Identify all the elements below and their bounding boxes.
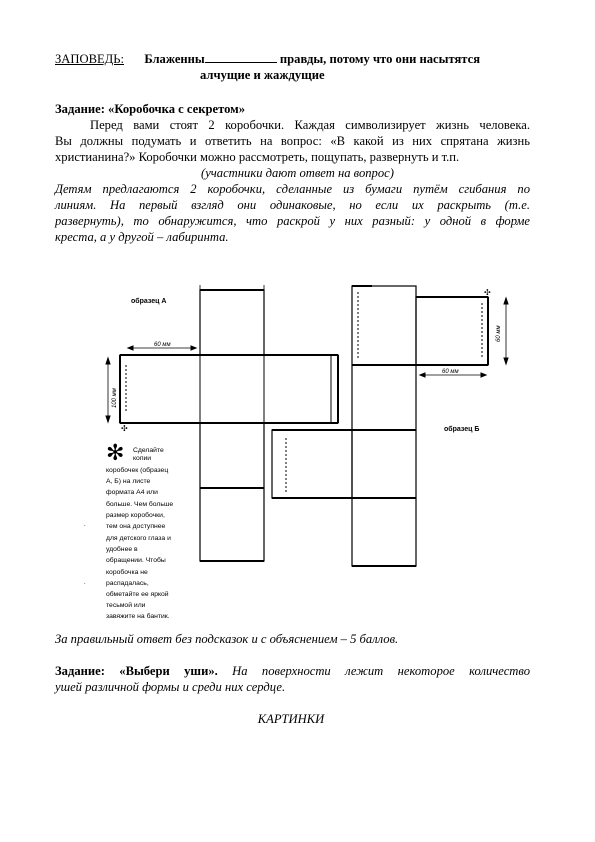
svg-text:для детского глаза и: для детского глаза и [106, 535, 171, 542]
margin-dot: . [84, 580, 86, 586]
svg-text:завяжите на бантик.: завяжите на бантик. [106, 613, 170, 620]
flower-icon: ✻ [106, 440, 125, 465]
task1-title: Задание: «Коробочка с секретом» [55, 102, 246, 116]
task1-note-text: (участники дают ответ на вопрос) [201, 166, 394, 180]
net-a [120, 285, 338, 561]
sample-a-label: образец А [131, 298, 167, 305]
dimension-60-b-v-label: 60 мм [496, 325, 502, 342]
dimension-100-a-label: 100 мм [112, 388, 118, 408]
task2-title: Задание: «Выбери уши». [55, 664, 218, 678]
svg-text:А, Б) на листе: А, Б) на листе [106, 478, 151, 485]
task2-line2: ушей различной формы и среди них сердце. [55, 680, 286, 694]
task1-p1-line3: христианина?» Коробочки можно рассмотреть, пощупать, развернуть и т.п. [55, 150, 460, 164]
commandment-label: ЗАПОВЕДЬ: [55, 52, 125, 66]
task1-p2-line1: Детям предлагаются 2 коробочки, сделанные из бумаги путём сгибания по [55, 182, 530, 196]
dimension-60-b-v [504, 298, 508, 364]
svg-text:больше. Чем больше: больше. Чем больше [106, 501, 174, 508]
task2-line1 [55, 663, 530, 680]
sample-b-label: образец Б [444, 426, 480, 433]
svg-text:коробочек (образец: коробочек (образец [106, 467, 169, 474]
margin-dot: . [84, 522, 86, 528]
svg-text:тем она доступнее: тем она доступнее [106, 523, 166, 530]
dimension-60-b-h-label: 60 мм [442, 369, 459, 375]
svg-text:тесьмой или: тесьмой или [106, 602, 146, 609]
corner-mark-b: ✣ [484, 288, 491, 297]
commandment-line-2: алчущие и жаждущие [200, 68, 325, 82]
svg-text:размер коробочки,: размер коробочки, [106, 512, 165, 519]
svg-text:удобнее в: удобнее в [106, 546, 138, 553]
score-text: За правильный ответ без подсказок и с объяснением – 5 баллов. [55, 632, 399, 646]
pictures-label: КАРТИНКИ [257, 712, 325, 726]
commandment-text-end: правды, потому что они насытятся [279, 52, 481, 66]
svg-text:коробочка не: коробочка не [106, 569, 148, 576]
dimension-100-a [106, 358, 110, 422]
svg-text:формата А4 или: формата А4 или [106, 489, 158, 496]
task1-p1-line2: Вы должны подумать и ответить на вопрос: «В какой из них спрятана жизнь [55, 134, 530, 148]
task1-p2-line4: креста, а у другой – лабиринта. [55, 230, 229, 244]
task1-p2-line3: развернуть), то обнаружится, что раскрой у них разный: у одной в форме [55, 214, 530, 228]
svg-text:Сделайте: Сделайте [133, 447, 164, 454]
svg-text:распадалась,: распадалась, [106, 580, 149, 587]
task2-text-1: На поверхности лежит некоторое количество [232, 664, 531, 678]
corner-mark-a: ✣ [121, 424, 128, 433]
dimension-60-a-label: 60 мм [154, 342, 171, 348]
commandment-text-start: Блаженны [144, 52, 205, 66]
svg-text:обращении. Чтобы: обращении. Чтобы [106, 557, 166, 564]
task1-p1-line1: Перед вами стоят 2 коробочки. Каждая символизирует жизнь человека. [90, 118, 530, 132]
svg-text:обметайте ее яркой: обметайте ее яркой [106, 591, 169, 598]
task1-p2-line2: линиям. На первый взгляд они одинаковые, но если их раскрыть (т.е. [55, 198, 530, 212]
svg-text:копии: копии [133, 455, 152, 462]
instructions-text [106, 446, 173, 620]
